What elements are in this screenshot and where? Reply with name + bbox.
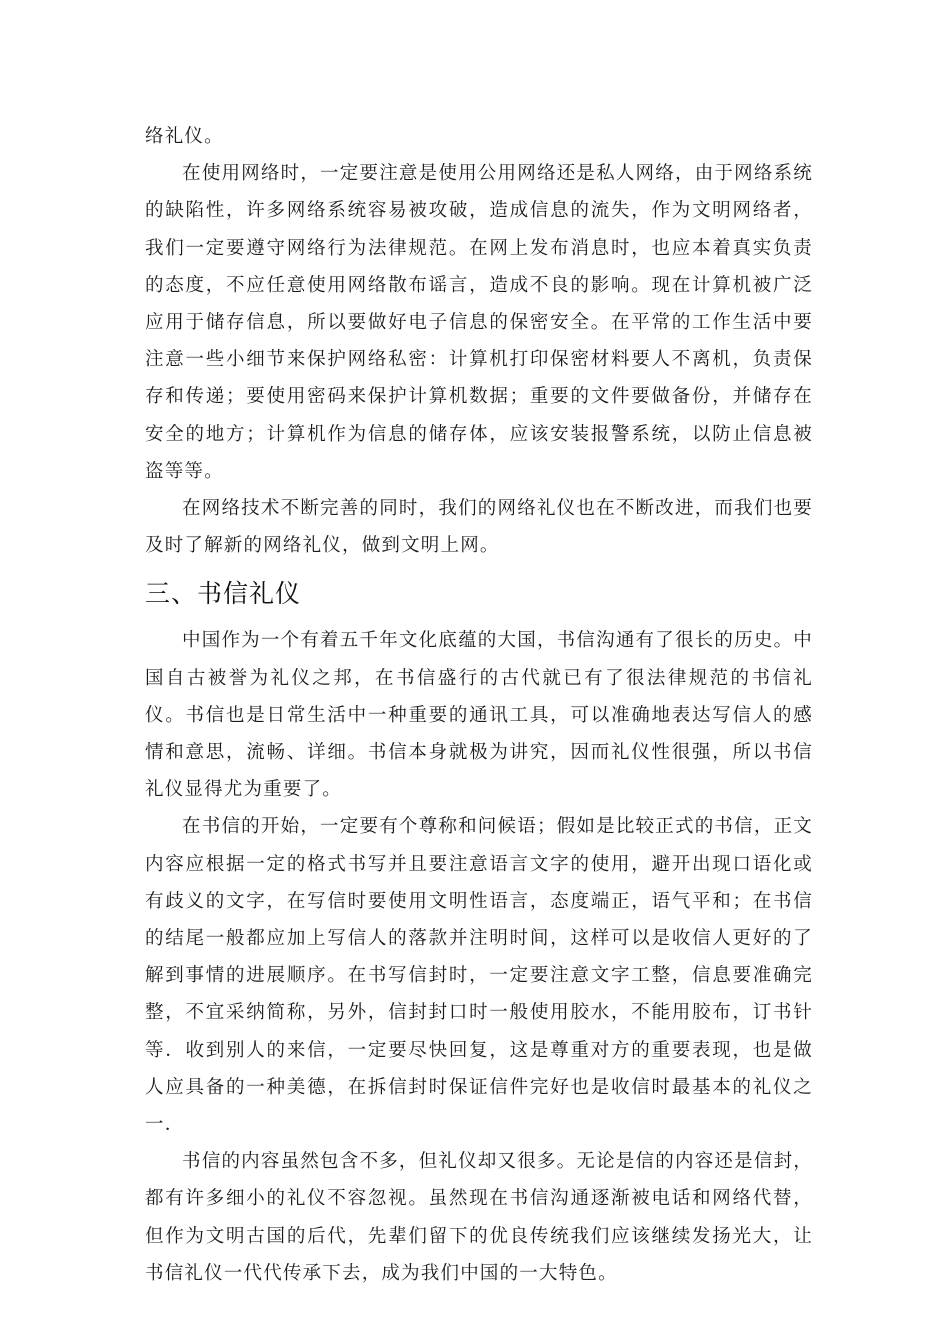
paragraph-continued: 络礼仪。	[145, 126, 224, 147]
paragraph-network-security: 在使用网络时，一定要注意是使用公用网络还是私人网络，由于网络系统的缺陷性，许多网络系统容易被攻破，造成信息的流失，作为文明网络者，我们一定要遵守网络行为法律规范。在网上发布消息时，也应本着真实负责的态度，不应任意使用网络散布谣言，造成不良的影响。现在计算机被广泛应用于储存信息，所以要做好电子信息的保密安全。在平常的工作生活中要注意一些小细节来保护网络私密：计算机打印保密材料要人不离机，负责保存和传递；要使用密码来保护计算机数据；重要的文件要做备份，并储存在安全的地方；计算机作为信息的储存体，应该安装报警系统，以防止信息被盗等等。	[145, 163, 813, 482]
paragraph-letter-tradition: 书信的内容虽然包含不多，但礼仪却又很多。无论是信的内容还是信封，都有许多细小的礼仪不容忽视。虽然现在书信沟通逐渐被电话和网络代替，但作为文明古国的后代，先辈们留下的优良传统我们应该继续发扬光大，让书信礼仪一代代传承下去，成为我们中国的一大特色。	[145, 1151, 813, 1284]
document-body	[145, 118, 813, 1292]
section-heading: 三、书信礼仪	[145, 579, 302, 609]
paragraph-letter-history: 中国作为一个有着五千年文化底蕴的大国，书信沟通有了很长的历史。中国自古被誉为礼仪之邦，在书信盛行的古代就已有了很法律规范的书信礼仪。书信也是日常生活中一种重要的通讯工具，可以准确地表达写信人的感情和意思，流畅、详细。书信本身就极为讲究，因而礼仪性很强，所以书信礼仪显得尤为重要了。	[145, 630, 813, 801]
section-body	[145, 622, 813, 1292]
paragraph-network-etiquette-summary: 在网络技术不断完善的同时，我们的网络礼仪也在不断改进，而我们也要及时了解新的网络礼仪，做到文明上网。	[145, 498, 813, 557]
paragraph-letter-format: 在书信的开始，一定要有个尊称和问候语；假如是比较正式的书信，正文内容应根据一定的格式书写并且要注意语言文字的使用，避开出现口语化或有歧义的文字，在写信时要使用文明性语言，态度端正，语气平和；在书信的结尾一般都应加上写信人的落款并注明时间，这样可以是收信人更好的了解到事情的进展顺序。在书写信封时，一定要注意文字工整，信息要准确完整，不宜采纳简称，另外，信封封口时一般使用胶水，不能用胶布，订书针等．收到别人的来信，一定要尽快回复，这是尊重对方的重要表现，也是做人应具备的一种美德，在拆信封时保证信件完好也是收信时最基本的礼仪之一．	[145, 816, 813, 1136]
